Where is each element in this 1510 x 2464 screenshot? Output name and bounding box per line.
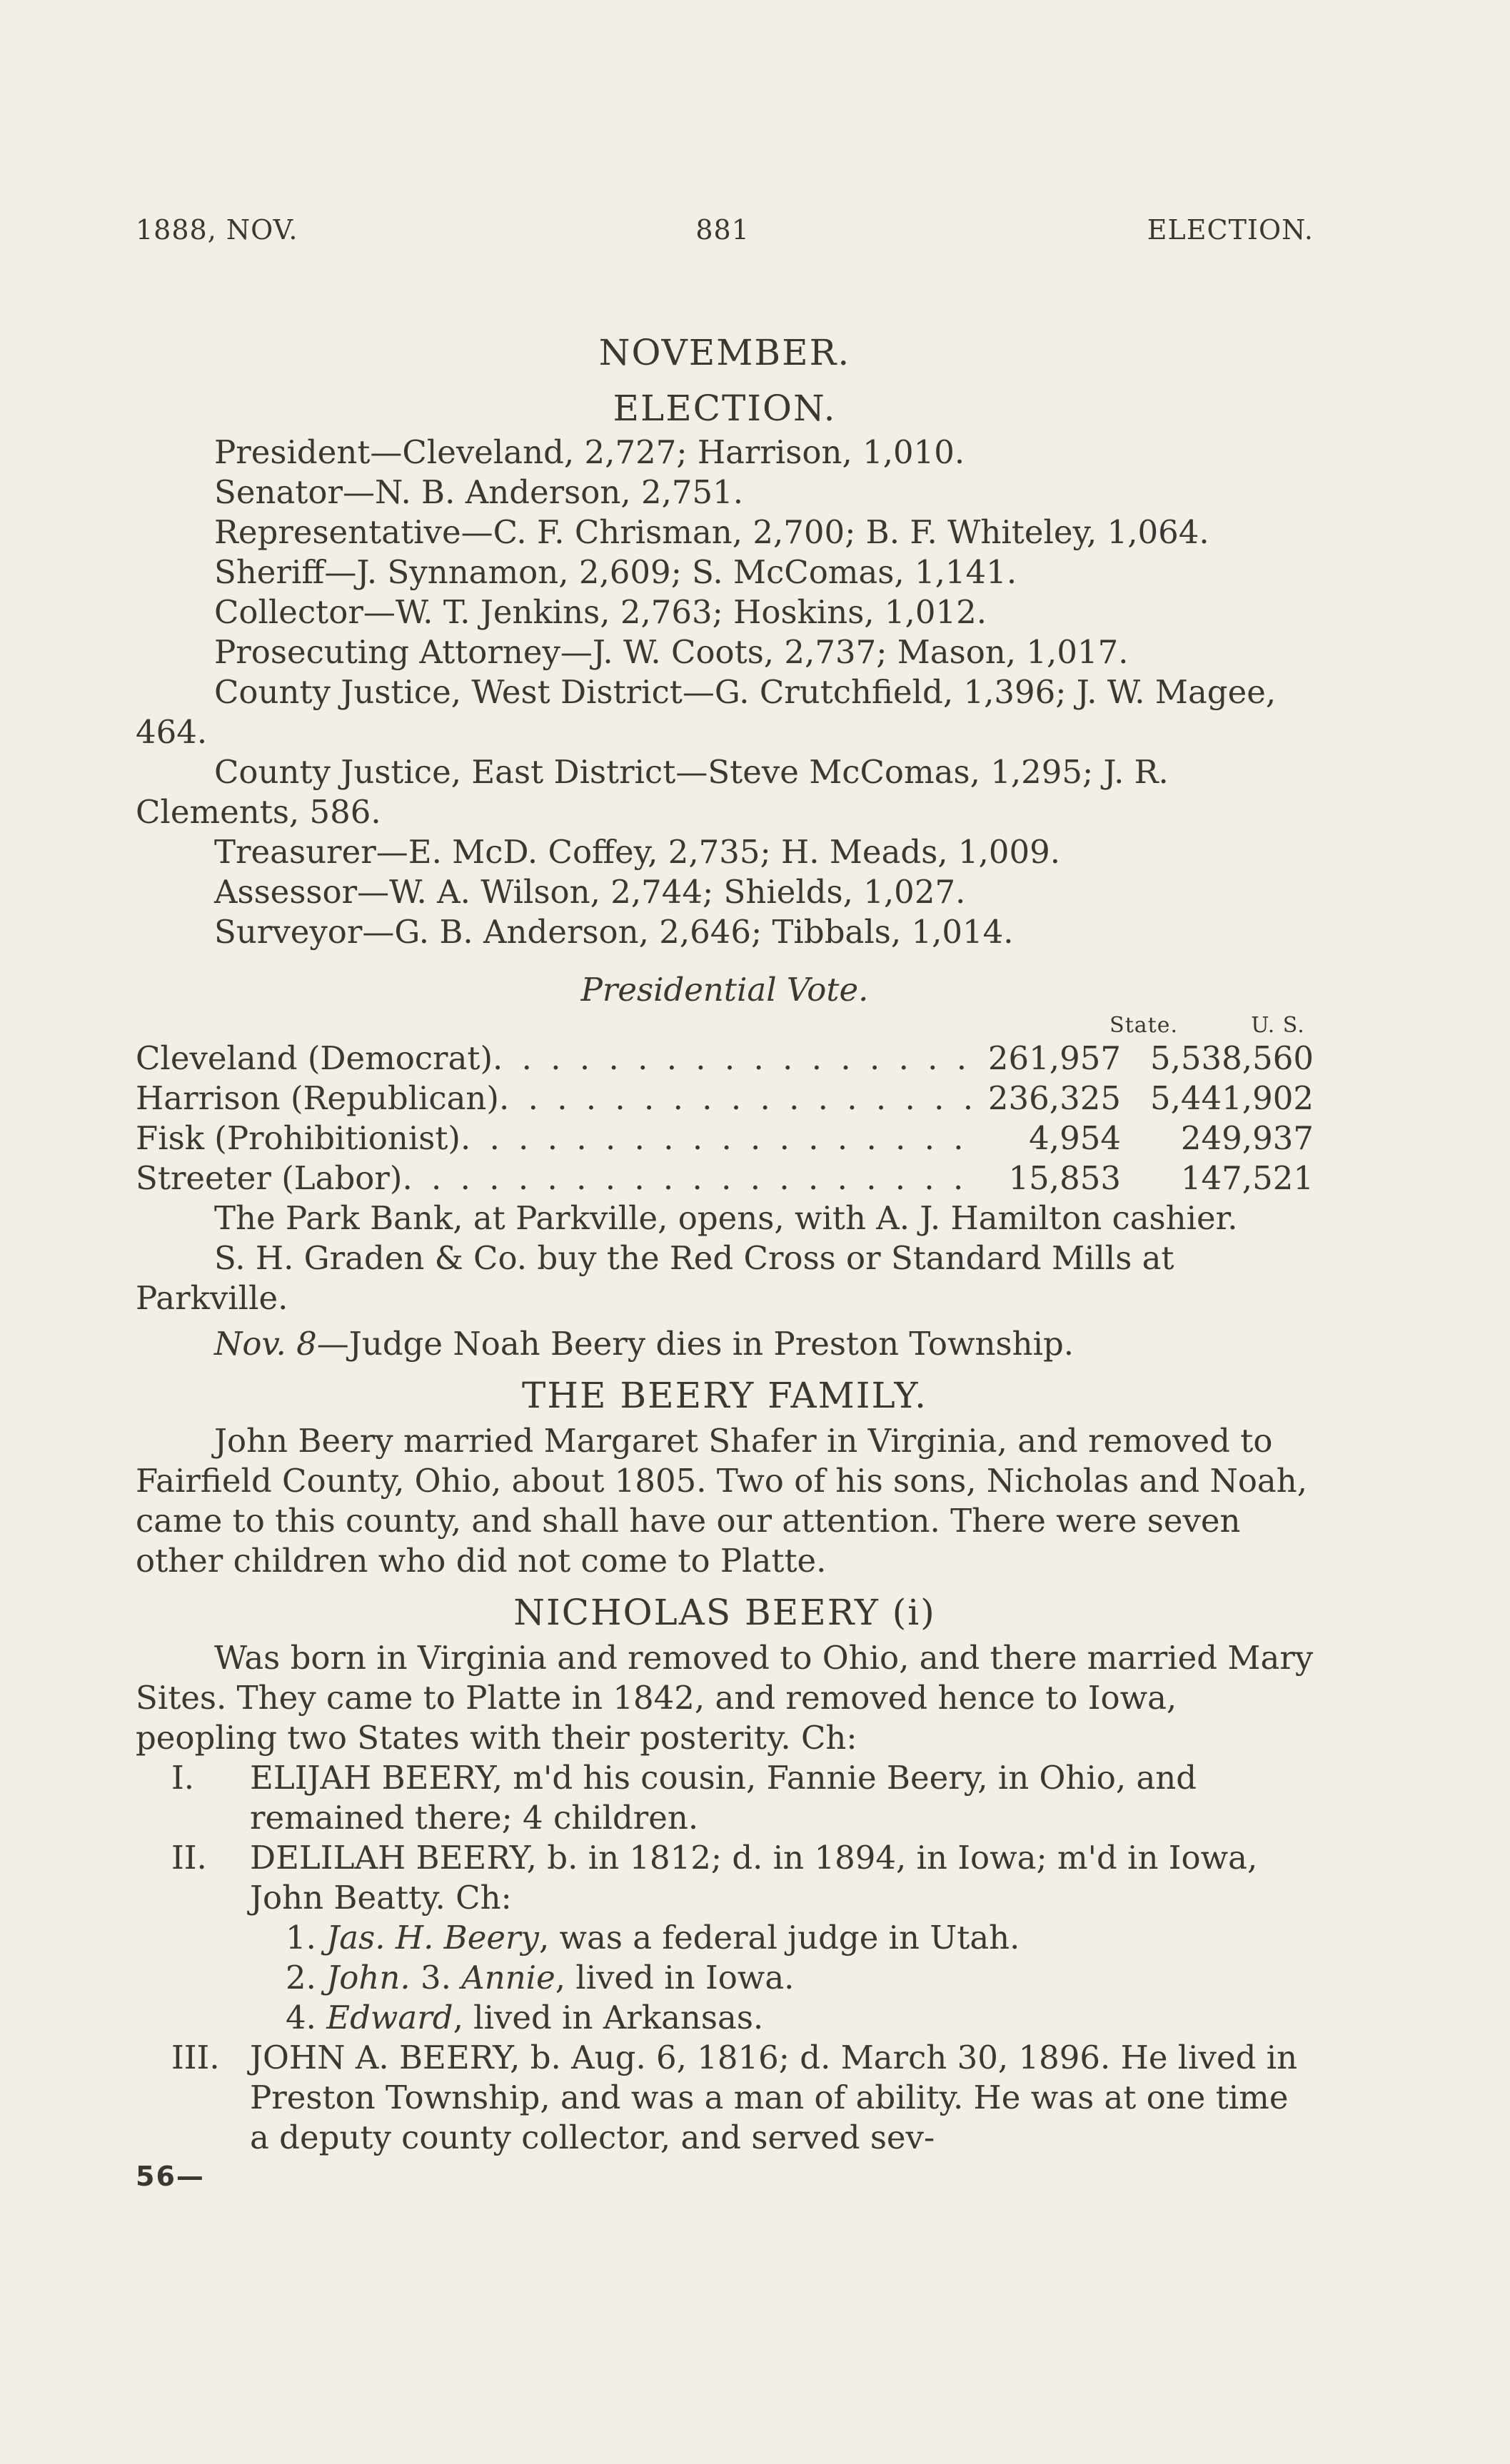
leader-dots xyxy=(499,1079,978,1119)
vote-candidate: Streeter (Labor) xyxy=(136,1159,403,1197)
result-assessor: Assessor—W. A. Wilson, 2,744; Shields, 1,027. xyxy=(214,873,966,911)
grandchild-name: Edward xyxy=(326,1999,453,2036)
vote-us: 249,937 xyxy=(1180,1119,1314,1157)
result-sheriff: Sheriff—J. Synnamon, 2,609; S. McComas, 1,141. xyxy=(214,553,1017,591)
grandchild-number: 2. xyxy=(286,1959,316,1996)
result-president: President—Cleveland, 2,727; Harrison, 1,010. xyxy=(214,433,965,471)
page-number: 881 xyxy=(695,214,750,246)
result-collector: Collector—W. T. Jenkins, 2,763; Hoskins, 1,012. xyxy=(214,593,987,631)
beery-family-title: THE BEERY FAMILY. xyxy=(522,1375,927,1416)
result-representative: Representative—C. F. Chrisman, 2,700; B. F. Whiteley, 1,064. xyxy=(214,513,1209,551)
signature-mark: 56— xyxy=(136,2161,205,2192)
grandchild-name: Jas. H. Beery xyxy=(326,1919,539,1956)
beery-family-intro: John Beery married Margaret Shafer in Virginia, and removed to Fairfield County, Ohio, about 1805. Two of his sons, Nicholas and Noah, came to this county, and shall have our attention. There were seven other children who did not come to Platte. xyxy=(136,1422,1308,1580)
grandchild-entry xyxy=(136,1918,1314,1958)
running-head xyxy=(136,214,1314,246)
vote-state: 261,957 xyxy=(987,1039,1121,1077)
nicholas-beery-title: NICHOLAS BEERY (i) xyxy=(513,1592,936,1633)
page xyxy=(136,214,1314,2192)
note-park-bank: The Park Bank, at Parkville, opens, with A. J. Hamilton cashier. xyxy=(214,1199,1238,1237)
result-county-justice-east: County Justice, East District—Steve McComas, 1,295; J. R. Clements, 586. xyxy=(136,753,1169,831)
vote-row xyxy=(136,1158,1314,1198)
col-state: State. xyxy=(1109,1013,1178,1038)
grandchild-name: Annie xyxy=(461,1959,555,1996)
nov8-text: —Judge Noah Beery dies in Preston Township. xyxy=(316,1325,1074,1363)
vote-us: 147,521 xyxy=(1180,1159,1314,1197)
col-us: U. S. xyxy=(1251,1013,1305,1038)
child-text: DELILAH BEERY, b. in 1812; d. in 1894, in Iowa; m'd in Iowa, John Beatty. Ch: xyxy=(250,1839,1258,1917)
heading-election: ELECTION. xyxy=(613,388,837,429)
result-surveyor: Surveyor—G. B. Anderson, 2,646; Tibbals, 1,014. xyxy=(214,913,1014,951)
result-senator: Senator—N. B. Anderson, 2,751. xyxy=(214,473,744,511)
result-prosecuting-attorney: Prosecuting Attorney—J. W. Coots, 2,737; Mason, 1,017. xyxy=(214,633,1129,671)
vote-us: 5,538,560 xyxy=(1149,1039,1314,1077)
vote-row xyxy=(136,1079,1314,1119)
grandchild-text: , lived in Iowa. xyxy=(555,1959,795,1996)
vote-us: 5,441,902 xyxy=(1149,1079,1314,1117)
nicholas-beery-text: Was born in Virginia and removed to Ohio, and there married Mary Sites. They came to Platte in 1842, and removed hence to Iowa, peopling two States with their posterity. Ch: xyxy=(136,1639,1314,1757)
heading-november: NOVEMBER. xyxy=(598,332,851,373)
header-section: ELECTION. xyxy=(1147,214,1314,246)
vote-row xyxy=(136,1119,1314,1158)
vote-row xyxy=(136,1039,1314,1079)
grandchild-text: , was a federal judge in Utah. xyxy=(538,1919,1020,1956)
nov8-date: Nov. 8 xyxy=(214,1325,317,1363)
note-graden-mills: S. H. Graden & Co. buy the Red Cross or Standard Mills at Parkville. xyxy=(136,1239,1174,1317)
leader-dots xyxy=(460,1119,978,1158)
grandchild-number: 1. xyxy=(286,1919,316,1956)
result-county-justice-west: County Justice, West District—G. Crutchfield, 1,396; J. W. Magee, 464. xyxy=(136,673,1277,751)
header-date: 1888, NOV. xyxy=(136,214,298,246)
grandchild-entry xyxy=(136,1958,1314,1998)
child-text: JOHN A. BEERY, b. Aug. 6, 1816; d. March 30, 1896. He lived in Preston Township, and was a man of ability. He was at one time a deputy county collector, and served sev- xyxy=(250,2039,1298,2156)
child-entry xyxy=(136,1758,1314,1838)
grandchild-text: , lived in Arkansas. xyxy=(453,1999,764,2036)
leader-dots xyxy=(493,1039,978,1079)
leader-dots xyxy=(402,1158,978,1198)
grandchild-name: John. xyxy=(326,1959,411,1996)
child-entry xyxy=(136,2038,1314,2158)
vote-candidate: Cleveland (Democrat) xyxy=(136,1039,493,1077)
result-treasurer: Treasurer—E. McD. Coffey, 2,735; H. Meads, 1,009. xyxy=(214,833,1061,871)
note-nov8 xyxy=(136,1324,1314,1364)
grandchild-entry xyxy=(136,1998,1314,2038)
grandchild-number: 4. xyxy=(286,1999,316,2036)
vote-candidate: Fisk (Prohibitionist) xyxy=(136,1119,460,1157)
child-text: ELIJAH BEERY, m'd his cousin, Fannie Beery, in Ohio, and remained there; 4 children. xyxy=(250,1759,1197,1837)
child-number: II. xyxy=(171,1839,207,1877)
child-number: III. xyxy=(171,2039,220,2076)
vote-state: 4,954 xyxy=(1029,1119,1121,1157)
vote-candidate: Harrison (Republican) xyxy=(136,1079,499,1117)
grandchild-number: 3. xyxy=(420,1959,451,1996)
presidential-vote-title: Presidential Vote. xyxy=(580,971,869,1009)
child-number: I. xyxy=(171,1759,195,1797)
vote-table-header xyxy=(136,1013,1314,1039)
child-entry xyxy=(136,1838,1314,1918)
vote-state: 15,853 xyxy=(1008,1159,1121,1197)
vote-state: 236,325 xyxy=(987,1079,1121,1117)
